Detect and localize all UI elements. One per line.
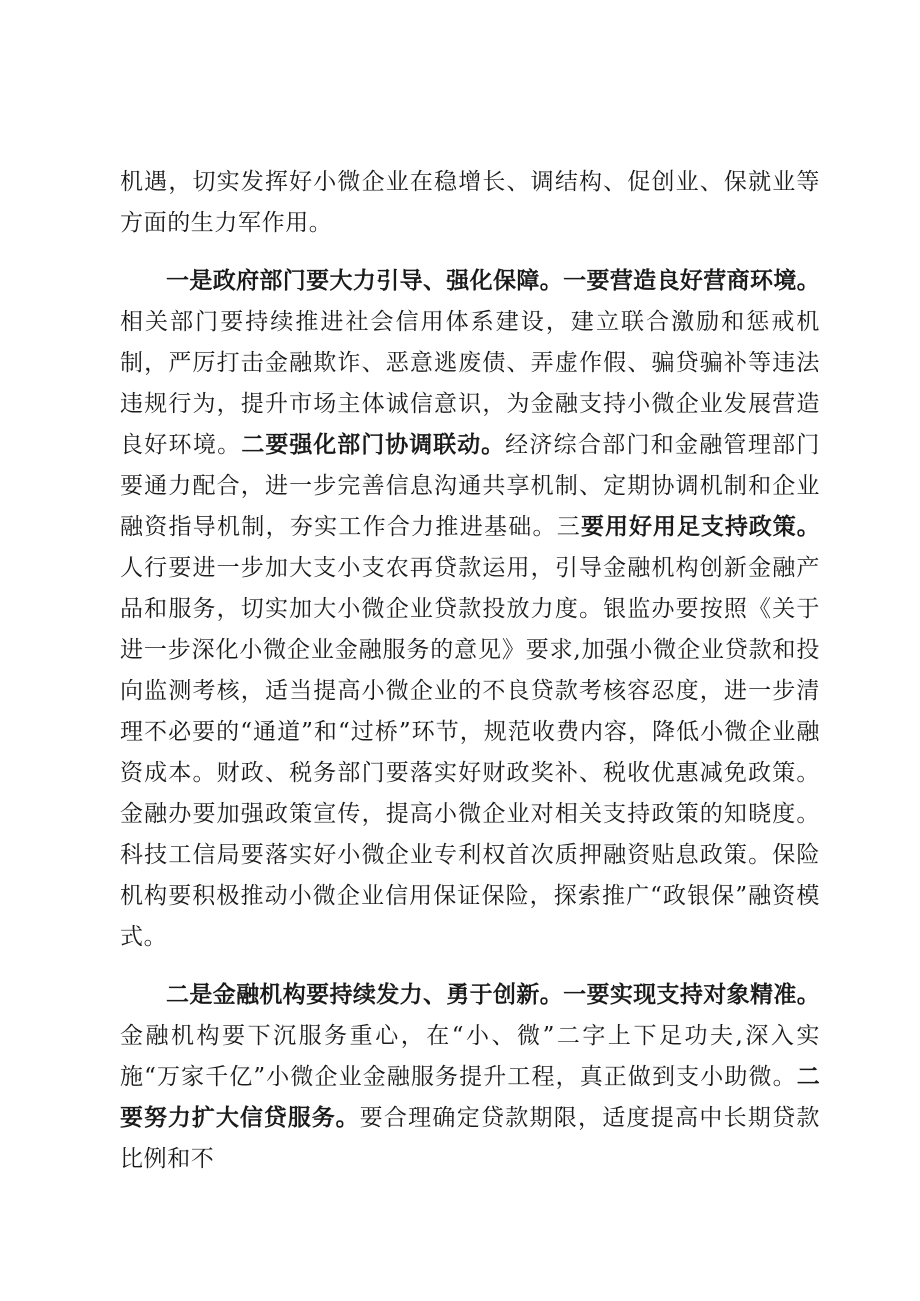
- paragraph-2-subheading-3: 要用好用足支持政策。: [581, 514, 821, 540]
- paragraph-2-text-2: 经济综合部门和金融管理部门要通力配合，进一步完善信息沟通共享机制、定期协调机制和企业融资指导机制，夯实工作合力推进基础。三: [120, 432, 820, 540]
- paragraph-2-text-3: 人行要进一步加大支小支农再贷款运用，引导金融机构创新金融产品和服务，切实加大小微企业贷款投放力度。银监办要按照《关于进一步深化小微企业金融服务的意见》要求,加强小微企业贷款和投向监测考核，适当提高小微企业的不良贷款考核容忍度，进一步清理不必要的“通道”和“过桥”环节，规范收费内容，降低小微企业融资成本。财政、税务部门要落实好财政奖补、税收优惠减免政策。金融办要加强政策宣传，提高小微企业对相关支持政策的知晓度。科技工信局要落实好小微企业专利权首次质押融资贴息政策。保险机构要积极推动小微企业信用保证保险，探索推广“政银保”融资模式。: [120, 555, 820, 950]
- paragraph-2: [120, 261, 820, 958]
- paragraph-3-subheading-2: 二要努力扩大信贷服务。: [120, 1064, 820, 1131]
- paragraph-3-heading: 二是金融机构要持续发力、勇于创新。一要实现支持对象精准。: [166, 982, 820, 1008]
- paragraph-3: [120, 975, 820, 1180]
- document-body: [120, 162, 820, 1180]
- paragraph-3-text-1: 金融机构要下沉服务重心，在“小、微”二字上下足功夫,深入实施“万家千亿”小微企业金融服务提升工程，真正做到支小助微。: [120, 1023, 820, 1090]
- paragraph-1: [120, 162, 820, 244]
- paragraph-1-text: 机遇，切实发挥好小微企业在稳增长、调结构、促创业、保就业等方面的生力军作用。: [120, 169, 820, 236]
- paragraph-2-subheading-2: 二要强化部门协调联动。: [241, 432, 506, 458]
- paragraph-3-text-2: 要合理确定贷款期限，适度提高中长期贷款比例和不: [120, 1105, 820, 1172]
- paragraph-2-text-1: 相关部门要持续推进社会信用体系建设，建立联合激励和惩戒机制，严厉打击金融欺诈、恶意逃废债、弄虚作假、骗贷骗补等违法违规行为，提升市场主体诚信意识，为金融支持小微企业发展营造良好环境。: [120, 309, 820, 458]
- paragraph-2-heading: 一是政府部门要大力引导、强化保障。一要营造良好营商环境。: [166, 268, 820, 294]
